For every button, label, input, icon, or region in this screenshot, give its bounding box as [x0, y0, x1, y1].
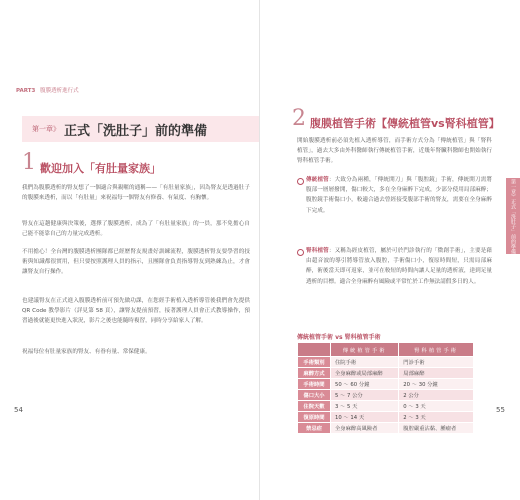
chapter-side-tab: 第一章》正式「洗肚子」前的準備: [506, 178, 520, 254]
row-header: 禁忌症: [298, 423, 331, 434]
section-number: 2: [292, 106, 306, 131]
paragraph: 也建議腎友在正式進入腹膜透析前可預先做功課，在您經手術植入透析導管後我們會先提供 QR Code 教學影片（詳見第 58 頁），讓腎友提前預習，接著護理人員會正式教導操作，預習過後就能更快進入狀況，影片之後也能隨時複習，同時分享給家人了解。: [22, 298, 250, 325]
bullet-key: 傳統植管: [306, 177, 329, 183]
chapter-banner: [22, 116, 260, 142]
table-cell: 全身麻醉高風險者: [331, 423, 399, 434]
bullet-icon: [297, 178, 304, 185]
row-header: 傷口大小: [298, 390, 331, 401]
row-header: 手術類別: [298, 357, 331, 368]
part-title: 腹膜透析進行式: [40, 88, 79, 94]
row-header: 手術時間: [298, 379, 331, 390]
paragraph: 不用擔心！全台灣的腹膜透析團隊都已經歷腎友規畫好訓練流程，腹膜透析腎友要學習的技術與知識都很實用，但只要按照護理人員的指示，且團隊會負責指導腎友到熟練為止，才會讓腎友自行操作。: [22, 249, 250, 276]
section-title: 腹膜植管手術【傳統植管vs腎科植管】: [310, 117, 500, 130]
part-tag: PART3: [16, 88, 36, 94]
bullet-item: [306, 175, 492, 216]
right-page: [260, 0, 520, 500]
table-header-row: [298, 343, 474, 357]
bullet-icon: [297, 249, 304, 256]
table-cell: 5 ～ 7 公分: [331, 390, 399, 401]
table-cell: 2 公分: [399, 390, 474, 401]
table-row: [298, 412, 474, 423]
chapter-title: 正式「洗肚子」前的準備: [64, 123, 208, 139]
table-cell: 腹腔嚴重沾黏、腫瘤者: [399, 423, 474, 434]
table-cell: 2 ～ 3 天: [399, 412, 474, 423]
table-corner: [298, 343, 331, 357]
paragraph: 開始腹膜透析前必須先植入透析導管，而手術方式分為「傳統植管」與「腎科植管」，過去大多由外科醫師執行傳統植管手術，近幾年腎臟科醫師也開始執行腎科植管手術。: [297, 138, 492, 165]
table-row: [298, 423, 474, 434]
running-header: [16, 86, 79, 94]
section-number: 1: [22, 150, 36, 175]
bullet-item: [306, 246, 492, 287]
row-header: 復原時間: [298, 412, 331, 423]
column-header: 傳統植管手術: [331, 343, 399, 357]
comparison-table: [297, 342, 474, 434]
table-cell: 10 ～ 14 天: [331, 412, 399, 423]
table-cell: 全身麻醉或局部麻醉: [331, 368, 399, 379]
bullet-key: 腎科植管: [306, 248, 329, 254]
table-row: [298, 368, 474, 379]
table-cell: 3 ～ 5 天: [331, 401, 399, 412]
table-cell: 門診手術: [399, 357, 474, 368]
bullet-text: ：大致分為兩種，「傳統開刀」與「腹腔鏡」手術，傳統開刀需將腹部一層層撥開，傷口較大，多在全身麻醉下完成，少部分使用局部麻醉；腹腔鏡手術傷口小，較適合過去曾經接受腹部手術的腎友，需要在全身麻醉下完成。: [306, 177, 492, 214]
row-header: 麻醉方式: [298, 368, 331, 379]
bullet-text: ：又稱為經皮植管，屬於可於門診執行的「微創手術」，主要是藉由超音波的導引將導管放入腹腔，手術傷口小，復原時間短，只需局部麻醉，術後當天即可返家，並可在較短的時間內讓人足量的透析液，達到足量透析的目標。適合全身麻醉有風險或平常忙於工作無法請假多日的人。: [306, 248, 492, 285]
page-number: 54: [14, 406, 23, 414]
table-row: [298, 390, 474, 401]
table-row: [298, 401, 474, 412]
table-cell: 20 ～ 30 分鐘: [399, 379, 474, 390]
table-cell: 50 ～ 60 分鐘: [331, 379, 399, 390]
table-cell: 局部麻醉: [399, 368, 474, 379]
table-cell: 0 ～ 3 天: [399, 401, 474, 412]
section-title: 歡迎加入「有肚量家族」: [40, 162, 161, 175]
paragraph: 腎友在這趟健康與決策後，選擇了腹膜透析，成為了「有肚量家族」的一員，那不免擔心自己能不能靠自己的力量完成透析。: [22, 221, 250, 238]
table-row: [298, 357, 474, 368]
paragraph: 我們為腹膜透析的腎友想了一個適合與親暱的通稱——「有肚量家族」，因為腎友是透過肚子的腹膜來透析，而以「有肚量」來祝福每一個腎友有修養、有氣度、有胸懷。: [22, 185, 250, 202]
row-header: 住院天數: [298, 401, 331, 412]
paragraph: 祝福每位有肚量家族的腎友、有眷有量、常保健康。: [22, 349, 151, 355]
table-cell: 住院手術: [331, 357, 399, 368]
page-number: 55: [496, 406, 505, 414]
chapter-label: 第一章》: [32, 125, 60, 133]
column-header: 腎科植管手術: [399, 343, 474, 357]
table-title: 傳統植管手術 vs 腎科植管手術: [297, 334, 381, 341]
table-row: [298, 379, 474, 390]
